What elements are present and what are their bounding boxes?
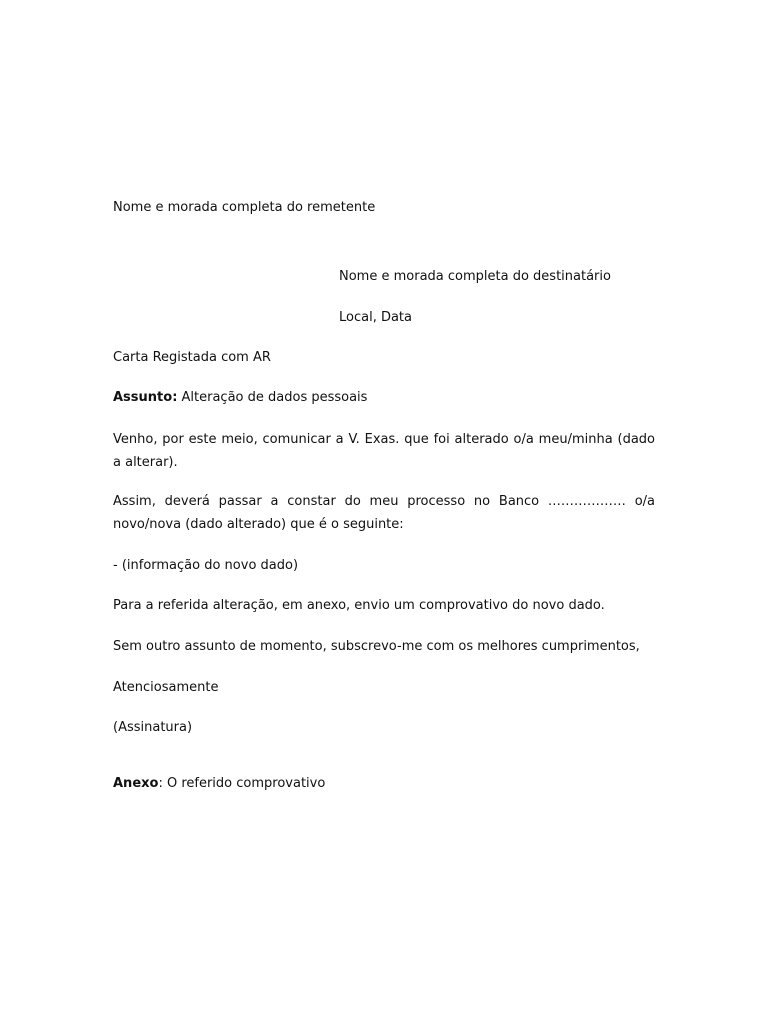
attachment-text: : O referido comprovativo xyxy=(158,776,326,791)
body-paragraph-2: Assim, deverá passar a constar do meu processo no Banco ……………… o/a novo/nova (dado alterado) que é o seguinte: xyxy=(113,494,655,532)
subject-label: Assunto: xyxy=(113,390,178,405)
registered-mail-note: Carta Registada com AR xyxy=(113,350,271,365)
recipient-address: Nome e morada completa do destinatário xyxy=(339,269,611,284)
body-paragraph-1: Venho, por este meio, comunicar a V. Exas. que foi alterado o/a meu/minha (dado a alterar). xyxy=(113,432,655,470)
subject-text: Alteração de dados pessoais xyxy=(177,390,368,405)
body-paragraph-4: Sem outro assunto de momento, subscrevo-me com os melhores cumprimentos, xyxy=(113,639,640,654)
signature-placeholder: (Assinatura) xyxy=(113,720,193,735)
sender-address: Nome e morada completa do remetente xyxy=(113,200,376,215)
attachment-label: Anexo xyxy=(113,776,159,791)
subject-line xyxy=(113,386,655,409)
place-date: Local, Data xyxy=(339,310,412,325)
attachment-line xyxy=(113,772,655,795)
new-data-item: - (informação do novo dado) xyxy=(113,558,299,573)
closing: Atenciosamente xyxy=(113,680,219,695)
body-paragraph-3: Para a referida alteração, em anexo, envio um comprovativo do novo dado. xyxy=(113,598,605,613)
